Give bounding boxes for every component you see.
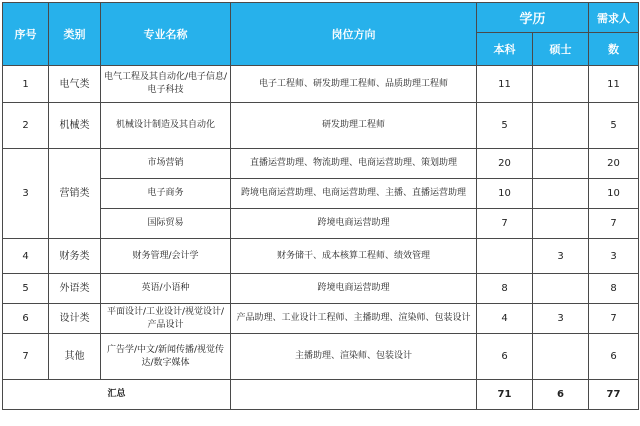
row-demand: 7 [589,209,639,239]
row-category: 电气类 [49,66,101,103]
total-demand: 77 [589,380,639,410]
row-no: 4 [3,239,49,274]
row-bachelor: 20 [477,149,533,179]
row-master [533,334,589,380]
row-master [533,179,589,209]
header-demand-line2: 数 [589,33,639,66]
row-no: 3 [3,149,49,239]
row-category: 营销类 [49,149,101,239]
row-master [533,149,589,179]
row-major: 广告学/中文/新闻传播/视觉传达/数字媒体 [101,334,231,380]
header-master: 硕士 [533,33,589,66]
row-position: 跨境电商运营助理 [231,209,477,239]
row-demand: 3 [589,239,639,274]
table-row [3,103,639,149]
row-bachelor: 5 [477,103,533,149]
total-bachelor: 71 [477,380,533,410]
row-master: 3 [533,304,589,334]
row-master: 3 [533,239,589,274]
header-major: 专业名称 [101,3,231,66]
row-demand: 11 [589,66,639,103]
header-bachelor: 本科 [477,33,533,66]
table-row [3,304,639,334]
row-demand: 5 [589,103,639,149]
row-no: 5 [3,274,49,304]
row-bachelor: 8 [477,274,533,304]
row-bachelor: 7 [477,209,533,239]
row-major: 电气工程及其自动化/电子信息/电子科技 [101,66,231,103]
row-major: 市场营销 [101,149,231,179]
table-row [3,334,639,380]
header-position: 岗位方向 [231,3,477,66]
row-category: 机械类 [49,103,101,149]
table-row [3,239,639,274]
row-category: 设计类 [49,304,101,334]
row-no: 6 [3,304,49,334]
row-position: 跨境电商运营助理 [231,274,477,304]
total-row [3,380,639,410]
row-major: 国际贸易 [101,209,231,239]
row-master [533,274,589,304]
row-position: 电子工程师、研发助理工程师、品质助理工程师 [231,66,477,103]
row-demand: 7 [589,304,639,334]
row-major: 电子商务 [101,179,231,209]
row-demand: 8 [589,274,639,304]
total-label: 汇总 [3,380,231,410]
row-position: 研发助理工程师 [231,103,477,149]
row-bachelor: 11 [477,66,533,103]
row-bachelor: 4 [477,304,533,334]
row-major: 英语/小语种 [101,274,231,304]
header-education: 学历 [477,3,589,33]
table-row [3,274,639,304]
row-major: 机械设计制造及其自动化 [101,103,231,149]
row-position: 跨境电商运营助理、电商运营助理、主播、直播运营助理 [231,179,477,209]
row-demand: 6 [589,334,639,380]
row-category: 其他 [49,334,101,380]
row-position: 直播运营助理、物流助理、电商运营助理、策划助理 [231,149,477,179]
row-bachelor [477,239,533,274]
row-category: 外语类 [49,274,101,304]
table-row [3,66,639,103]
row-master [533,66,589,103]
row-position: 主播助理、渲染师、包装设计 [231,334,477,380]
row-demand: 20 [589,149,639,179]
row-bachelor: 6 [477,334,533,380]
row-master [533,103,589,149]
row-major: 平面设计/工业设计/视觉设计/产品设计 [101,304,231,334]
total-master: 6 [533,380,589,410]
table-row [3,149,639,179]
row-no: 1 [3,66,49,103]
row-bachelor: 10 [477,179,533,209]
header-category: 类别 [49,3,101,66]
recruitment-table [2,2,639,410]
row-no: 2 [3,103,49,149]
header-demand-line1: 需求人 [589,3,639,33]
row-position: 财务储干、成本核算工程师、绩效管理 [231,239,477,274]
row-demand: 10 [589,179,639,209]
total-position [231,380,477,410]
row-major: 财务管理/会计学 [101,239,231,274]
row-position: 产品助理、工业设计工程师、主播助理、渲染师、包装设计 [231,304,477,334]
header-no: 序号 [3,3,49,66]
row-no: 7 [3,334,49,380]
row-category: 财务类 [49,239,101,274]
row-master [533,209,589,239]
